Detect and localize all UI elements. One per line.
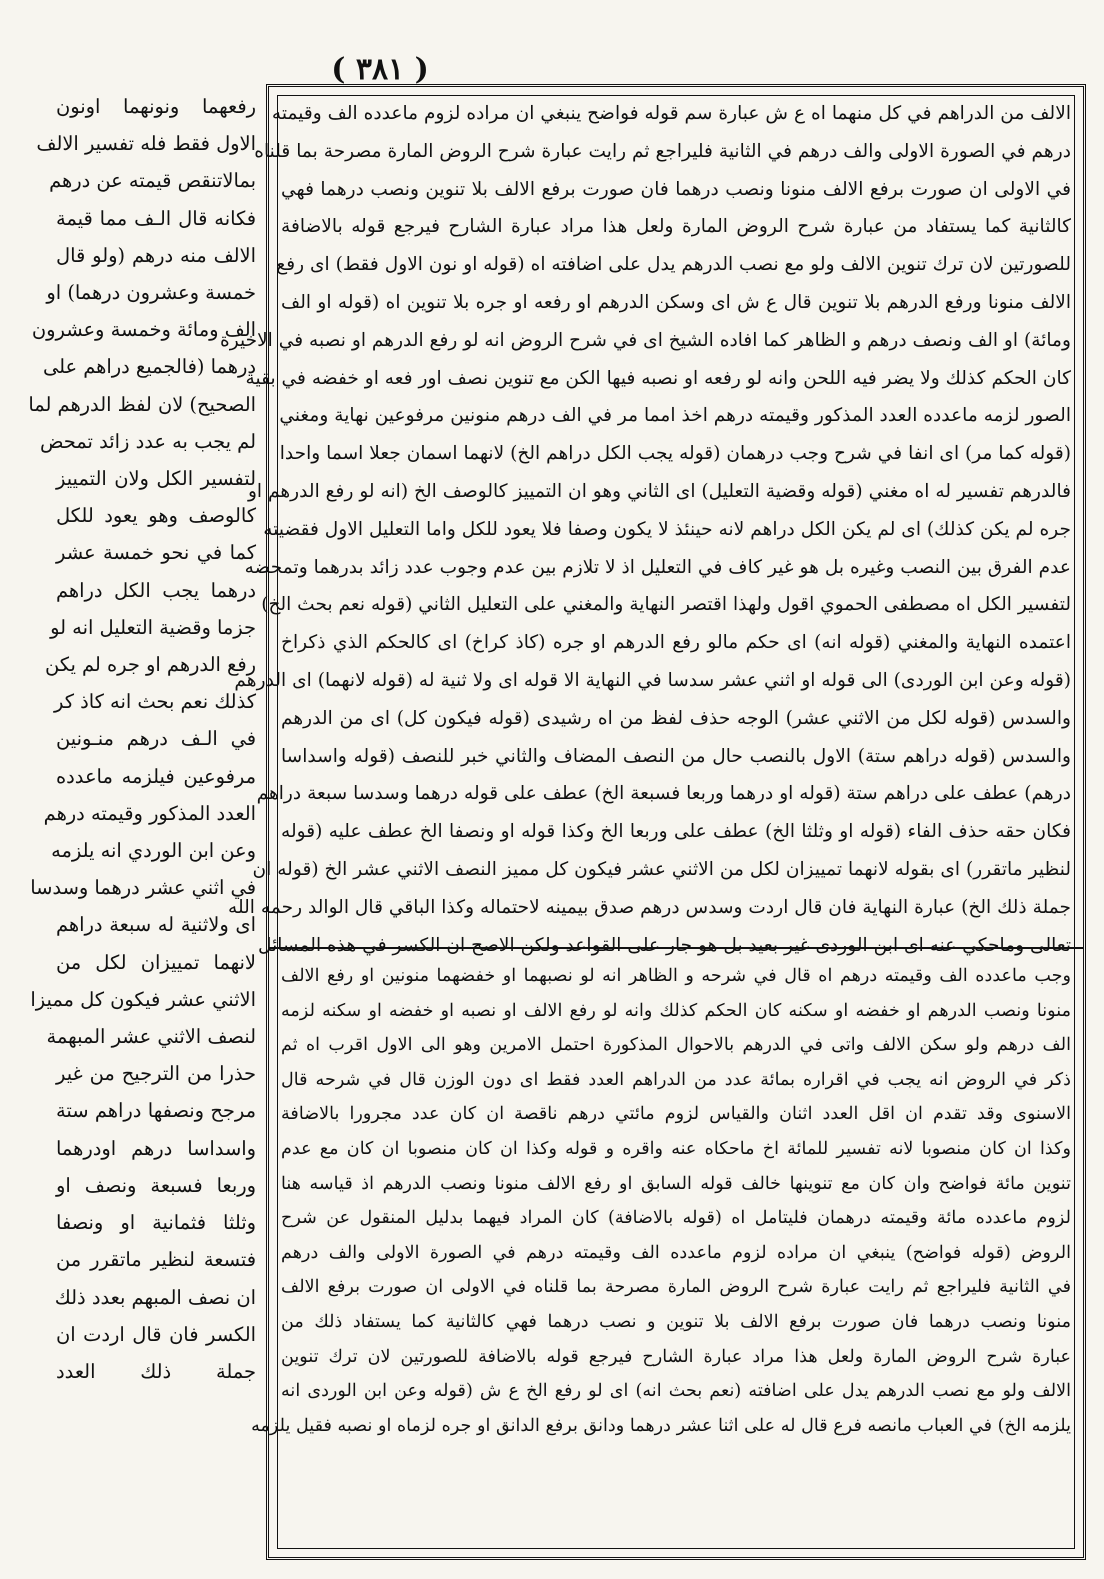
main-line: الالف منونا ورفع الدرهم بلا تنوين قال ع ش اى وسكن الدرهم او رفعه او جره بلا تنوين اه (قوله او الف — [281, 291, 1071, 313]
margin-line: رفعهما ونونهما اونون — [56, 95, 256, 118]
margin-line: الاول فقط فله تفسير الالف — [36, 132, 256, 156]
margin-line: وعن ابن الوردي انه يلزمه — [51, 839, 256, 863]
section-divider — [269, 947, 1083, 949]
margin-line: ان نصف المبهم بعدد ذلك — [54, 1285, 256, 1309]
footnote-line: في الثانية فليراجع ثم رايت عبارة شرح الروض المارة مصرحة بما قلناه في الاولى ان صورت برفع الالف — [281, 1277, 1071, 1298]
main-line: والسدس (قوله لكل من الاثني عشر) الوجه حذف لفظ من اه رشيدى (قوله فيكون كل) اى من الدرهم — [281, 707, 1071, 729]
main-line: درهم في الصورة الاولى والف درهم في الثانية فليراجع ثم رايت عبارة شرح الروض المارة مصرحة بما قلناه — [254, 140, 1071, 162]
margin-line: بمالاتنقص قيمته عن درهم — [49, 169, 256, 193]
main-line: فكان حقه حذف الفاء (قوله او وثلثا الخ) عطف على وربعا الخ وكذا قوله او ونصفا الخ عطف عليه (قوله — [281, 821, 1071, 843]
margin-line: لانهما تمييزان لكل من — [56, 950, 256, 974]
margin-line: مرجح ونصفها دراهم ستة — [56, 1099, 256, 1123]
margin-line: خمسة وعشرون درهما) او — [46, 281, 256, 305]
margin-commentary — [28, 88, 256, 1558]
main-line: عدم الفرق بين النصب وغيره بل هو غير كاف في التعليل اذ لا تلازم بين عدم وجوب عدد زائد بدرهما وتمحضه — [244, 556, 1071, 578]
main-line: فالدرهم تفسير له اه مغني (قوله وقضية التعليل) اى الثاني وهو ان التمييز كالوصف الخ (انه لو رفع الدرهم او — [247, 480, 1071, 502]
margin-line: وربعا فسبعة ونصف او — [56, 1173, 256, 1197]
margin-line: الاثني عشر فيكون كل مميزا — [30, 987, 256, 1011]
main-line: الالف من الدراهم في كل منهما اه ع ش عبارة سم قوله فواضح ينبغي ان مراده لزوم ماعدده الف وقيمته — [271, 103, 1071, 124]
main-line: الصور لزمه ماعدده العدد المذكور وقيمته درهم اخذ امما مر في الف درهم منونين مرفوعين نهاية ومغني — [279, 405, 1071, 427]
main-line: تعالى وماحكي عنه اى ابن الوردى غير بعيد بل هو جار على القواعد ولكن الاصح ان الكسر في هذه المسائل — [258, 934, 1071, 956]
margin-line: جملة ذلك العدد — [56, 1359, 256, 1383]
main-line: درهم) عطف على دراهم ستة (قوله او درهما وربعا فسبعة الخ) عطف على قوله درهما وسدسا سبعة دراهم — [256, 783, 1071, 805]
margin-line: واسداسا درهم اودرهما — [56, 1136, 256, 1160]
main-line: للصورتين لان ترك تنوين الالف ولو مع نصب الدرهم يدل على اضافته اه (قوله او نون الاول فقط) اى رفع — [276, 254, 1071, 276]
main-line: لنظير ماتقرر) اى بقوله لانهما تمييزان لكل من الاثني عشر فيكون كل مميز النصف الاثني عشر الخ (قوله ان — [252, 858, 1071, 880]
footnote-line: الاسنوى وقد تقدم ان اقل العدد اثنان والقياس لزوم مائتي درهم ناقصة ان كان عدد مجرورا بالاضافة — [281, 1104, 1071, 1125]
footnote-line: تنوين مائة فواضح وان كان مع تنوينها خالف قوله السابق او رفع الالف منونا ونصب الدرهم اذ قياسه هنا — [281, 1173, 1071, 1194]
margin-line: فكانه قال الـف مما قيمة — [56, 206, 256, 230]
margin-line: وثلثا فثمانية او ونصفا — [56, 1211, 256, 1235]
footnote-line: الالف ولو مع نصب الدرهم يدل على اضافته (نعم بحث انه) اى لو رفع الخ ع ش (قوله وعن ابن الوردى انه — [281, 1381, 1071, 1402]
footnote-line: لزوم ماعدده مائة وقيمته درهمان فليتامل اه (قوله بالاضافة) كان المراد فيهما بدليل المنقول عن شرح — [281, 1208, 1071, 1229]
main-line: كالثانية كما يستفاد من عبارة شرح الروض المارة ولعل هذا مراد عبارة الشارح فيرجع قوله بالاضافة — [281, 216, 1071, 238]
margin-line: حذرا من الترجيح من غير — [56, 1062, 256, 1086]
footnote-line: منونا ونصب درهما فان صورت برفع الالف بلا تنوين و نصب درهما فهي كالثانية كما يستفاد ذلك من — [281, 1311, 1072, 1332]
footnote-line: وكذا ان كان منصوبا لانه تفسير للمائة اخ ماحكاه عنه واقره و قوله وكذا ان كان منصوبا ان كان مع عدم — [281, 1138, 1071, 1159]
main-line: (قوله وعن ابن الوردى) الى قوله او اثني عشر سدسا في النهاية الا قوله اى ولا ثنية له (قوله لانهما) اى الدرهم — [234, 669, 1071, 691]
main-line: ومائة) او الف ونصف درهم و الظاهر كما افاده الشيخ اى في شرح الروض انه لو رفع الدرهم او نصبه في الاخيرة — [219, 329, 1071, 351]
margin-line: الالف منه درهم (ولو قال — [56, 243, 256, 267]
margin-line: الكسر فان قال اردت ان — [56, 1322, 256, 1346]
margin-line: رفع الدرهم او جره لم يكن — [44, 653, 256, 677]
margin-line: الصحيح) لان لفظ الدرهم لما — [28, 392, 256, 416]
footnote-line: ذكر في الروض انه يجب في اقراره بمائة عدد من الدراهم العدد فقط اى دون الوزن قال في شرحه قال — [281, 1069, 1071, 1090]
footnote-line: وجب ماعدده الف وقيمته درهم اه قال في شرحه و الظاهر انه لو نصبهما او خفضهما منونين او رفع الالف — [281, 966, 1071, 986]
margin-line: لنصف الاثني عشر المبهمة — [46, 1025, 256, 1049]
margin-line: كذلك نعم بحث انه كاذ كر — [54, 690, 256, 714]
margin-line: في اثني عشر درهما وسدسا — [30, 876, 256, 900]
footnote-line: عبارة شرح الروض المارة ولعل هذا مراد عبارة الشارح فيرجع قوله بالاضافة للصورتين لان ترك تنوين — [281, 1346, 1071, 1367]
main-text-frame — [219, 84, 1086, 1560]
margin-line: لم يجب به عدد زائد تمحض — [40, 429, 256, 453]
margin-line: لتفسير الكل ولان التمييز — [56, 467, 256, 491]
main-line: جملة ذلك الخ) عبارة النهاية فان قال اردت وسدس درهم صدق بيمينه لاحتماله وكذا الباقي قال الوالد رحمه الله — [228, 896, 1071, 918]
margin-line: جزما وقضية التعليل انه لو — [50, 615, 256, 639]
margin-line: فتسعة لنظير ماتقرر من — [56, 1248, 256, 1272]
footnote-line: الف درهم ولو سكن الالف واتى في الدرهم بالاحوال المذكورة احتمل الامرين وهو الى الاول اقرب اه ثم — [281, 1035, 1071, 1056]
main-commentary-top — [219, 95, 1071, 956]
margin-line: كالوصف وهو يعود للكل — [56, 504, 256, 528]
main-line: كان الحكم كذلك ولا يضر فيه اللحن وانه لو رفعه او نصبه فيها الكن مع تنوين نصف اور فعه او خفضه في بقية — [245, 367, 1071, 389]
footnote-line: منونا ونصب الدرهم او خفضه او سكنه كان الحكم كذلك وانه لو رفع الالف او نصبه او خفضه او سكنه لزمه — [281, 1000, 1071, 1021]
main-line: اعتمده النهاية والمغني (قوله انه) اى حكم مالو رفع الدرهم او جره (كاذ كراخ) اى كالحكم الذي ذكراخ — [281, 632, 1071, 654]
main-commentary-bottom — [251, 959, 1072, 1529]
main-line: لتفسير الكل اه مصطفى الحموي اقول ولهذا اقتصر النهاية والمغني على التعليل الثاني (قوله نعم بحث الخ) — [261, 594, 1071, 616]
main-line: في الاولى ان صورت برفع الالف منونا ونصب درهما فان صورت برفع الالف بلا تنوين ونصب درهما فهي — [281, 178, 1071, 200]
page-number: ( ٣٨١ ) — [331, 52, 429, 87]
margin-line: كما في نحو خمسة عشر — [56, 541, 256, 565]
margin-line: اى ولاثنية له سبعة دراهم — [56, 913, 256, 937]
footnote-line: الروض (قوله فواضح) ينبغي ان مراده لزوم ماعدده الف وقيمته درهم في الصورة الاولى والف درهم — [281, 1242, 1071, 1263]
main-line: جره لم يكن كذلك) اى لم يكن الكل دراهم لانه حينئذ لا يكون وصفا فلا يعود للكل واما التعليل الاول فقضيته — [263, 518, 1071, 540]
margin-line: العدد المذكور وقيمته درهم — [43, 801, 256, 825]
margin-line: مرفوعين فيلزمه ماعدده — [56, 764, 256, 788]
main-line: والسدس (قوله دراهم ستة) الاول بالنصب حال من النصف المضاف والثاني خبر للنصف (قوله واسداسا — [281, 745, 1071, 767]
main-line: (قوله كما مر) اى انفا في شرح وجب درهمان (قوله يجب الكل دراهم الخ) لانهما اسمان جعلا اسما واحدا — [279, 443, 1071, 465]
footnote-line: يلزمه الخ) في العباب مانصه فرع قال له على اثنا عشر درهما ودانق برفع الدانق او جره لزماه او نصبه فقيل يلزمه — [251, 1415, 1071, 1436]
margin-line: في الـف درهم منـونين — [56, 727, 256, 751]
margin-line: درهما يجب الكل دراهم — [56, 578, 256, 602]
margin-line: درهما (فالجميع دراهم على — [42, 355, 256, 379]
margin-line: الف ومائة وخمسة وعشرون — [31, 318, 256, 342]
